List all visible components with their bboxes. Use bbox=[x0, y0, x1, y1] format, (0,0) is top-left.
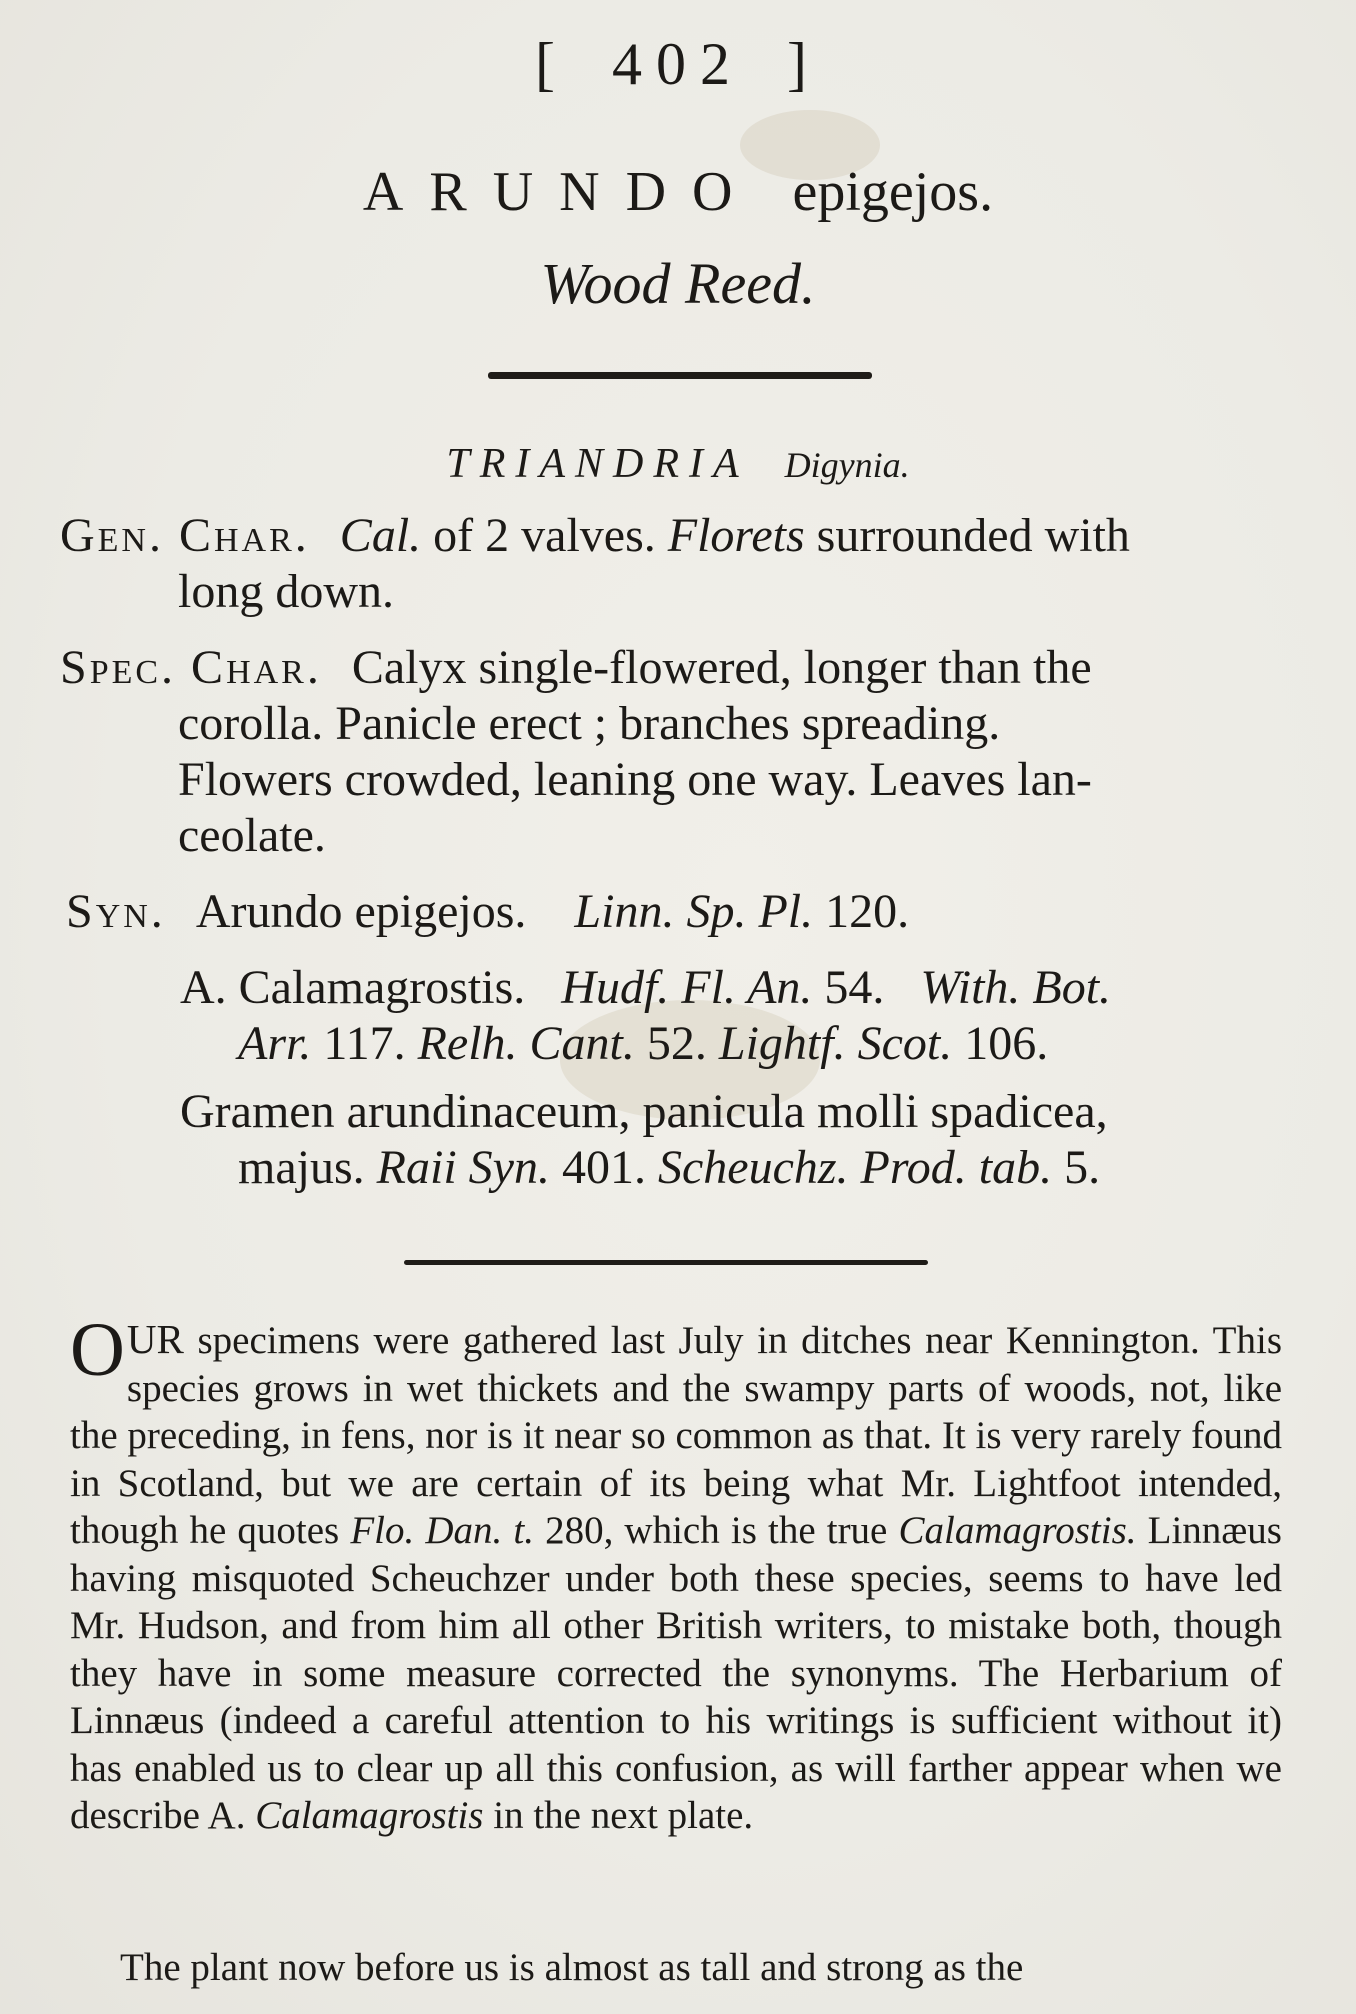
syn-ref: Scheuchz. Prod. tab. bbox=[657, 1141, 1053, 1194]
syn-ref: Raii Syn. bbox=[376, 1141, 550, 1194]
syn-continuation bbox=[180, 1016, 1290, 1072]
body-text: 280, which is the true bbox=[533, 1509, 899, 1552]
syn-name: Gramen arundinaceum, panicula molli spadicea, bbox=[180, 1085, 1108, 1138]
synonym-1 bbox=[66, 884, 909, 940]
spec-char-line: corolla. Panicle erect ; branches spreading. bbox=[178, 697, 1001, 750]
syn-num: 106. bbox=[952, 1017, 1049, 1070]
drop-cap: O bbox=[70, 1308, 125, 1392]
opening-caps: UR bbox=[126, 1316, 184, 1362]
syn-num: 5. bbox=[1052, 1141, 1101, 1194]
spec-char-line: Calyx single-flowered, longer than the bbox=[351, 641, 1092, 694]
order-name: Digynia. bbox=[784, 445, 910, 485]
syn-name: Arundo epigejos. bbox=[195, 885, 527, 938]
common-name: Wood Reed. bbox=[540, 251, 816, 316]
body-text: in the next plate. bbox=[483, 1794, 754, 1837]
syn-num: 401. bbox=[549, 1141, 658, 1194]
specific-character bbox=[60, 640, 1300, 864]
syn-continuation bbox=[180, 1140, 1290, 1196]
syn-num: 54. bbox=[812, 961, 885, 1014]
species-name: epigejos. bbox=[792, 161, 994, 223]
syn-num: 117. bbox=[311, 1017, 418, 1070]
gen-char-text: surrounded with bbox=[804, 509, 1130, 562]
gen-char-term: Cal. bbox=[339, 509, 422, 562]
syn-ref: Arr. bbox=[238, 1017, 312, 1070]
body-paragraph-1 bbox=[70, 1308, 1282, 1840]
body-ref: Calamagrostis. bbox=[898, 1509, 1137, 1552]
body-ref: Calamagrostis bbox=[255, 1794, 484, 1837]
syn-ref: Hudf. Fl. An. bbox=[561, 961, 813, 1014]
syn-name: A. Calamagrostis. bbox=[180, 961, 526, 1014]
spec-char-line: Flowers crowded, leaning one way. Leaves lan- bbox=[178, 753, 1092, 806]
syn-num: 52. bbox=[634, 1017, 719, 1070]
genus-name: ARUNDO bbox=[362, 161, 759, 223]
body-paragraph-2: The plant now before us is almost as tall and strong as the bbox=[120, 1946, 1024, 1989]
page-number: [ 402 ] bbox=[535, 31, 821, 97]
classification bbox=[0, 440, 1356, 488]
spec-char-label: Spec. Char. bbox=[60, 641, 322, 694]
spec-char-line: ceolate. bbox=[178, 809, 326, 862]
gen-char-continuation: long down. bbox=[178, 565, 394, 618]
gen-char-label: Gen. Char. bbox=[60, 509, 310, 562]
syn-name: majus. bbox=[238, 1141, 377, 1194]
gen-char-term: Florets bbox=[667, 509, 805, 562]
body-text: Linnæus having misquoted Scheuchzer under both these species, seems to have led Mr. Hudson, and from him all other British writers, to mistake both, though they have in some measure corrected the synonyms. The Herbarium of Linnæus (indeed a careful attention to his writings is sufficient without it) has enabled us to clear up all this confusion, as will farther appear when we describe A. bbox=[70, 1509, 1282, 1837]
syn-label: Syn. bbox=[66, 885, 166, 938]
syn-ref: Linn. Sp. Pl. bbox=[574, 885, 814, 938]
divider-rule bbox=[488, 372, 872, 379]
divider-rule bbox=[404, 1260, 928, 1265]
syn-num: 120. bbox=[813, 885, 910, 938]
gen-char-text: of 2 valves. bbox=[421, 509, 668, 562]
title bbox=[0, 160, 1356, 224]
class-name: TRIANDRIA bbox=[446, 441, 749, 487]
generic-character bbox=[60, 508, 1300, 620]
syn-ref: With. Bot. bbox=[920, 961, 1112, 1014]
syn-ref: Relh. Cant. bbox=[417, 1017, 635, 1070]
synonym-3 bbox=[180, 1084, 1290, 1196]
body-ref: Flo. Dan. t. bbox=[350, 1509, 534, 1552]
syn-ref: Lightf. Scot. bbox=[718, 1017, 953, 1070]
synonym-2 bbox=[180, 960, 1290, 1072]
body-text: specimens were gathered last July in ditches near Kennington. This species grows in wet thickets and the swampy parts of woods, not, like the preceding, in fens, nor is it near so common as that. It is very rarely found in Scotland, but we are certain of its being what Mr. Lightfoot intended, though he quotes bbox=[70, 1319, 1282, 1552]
